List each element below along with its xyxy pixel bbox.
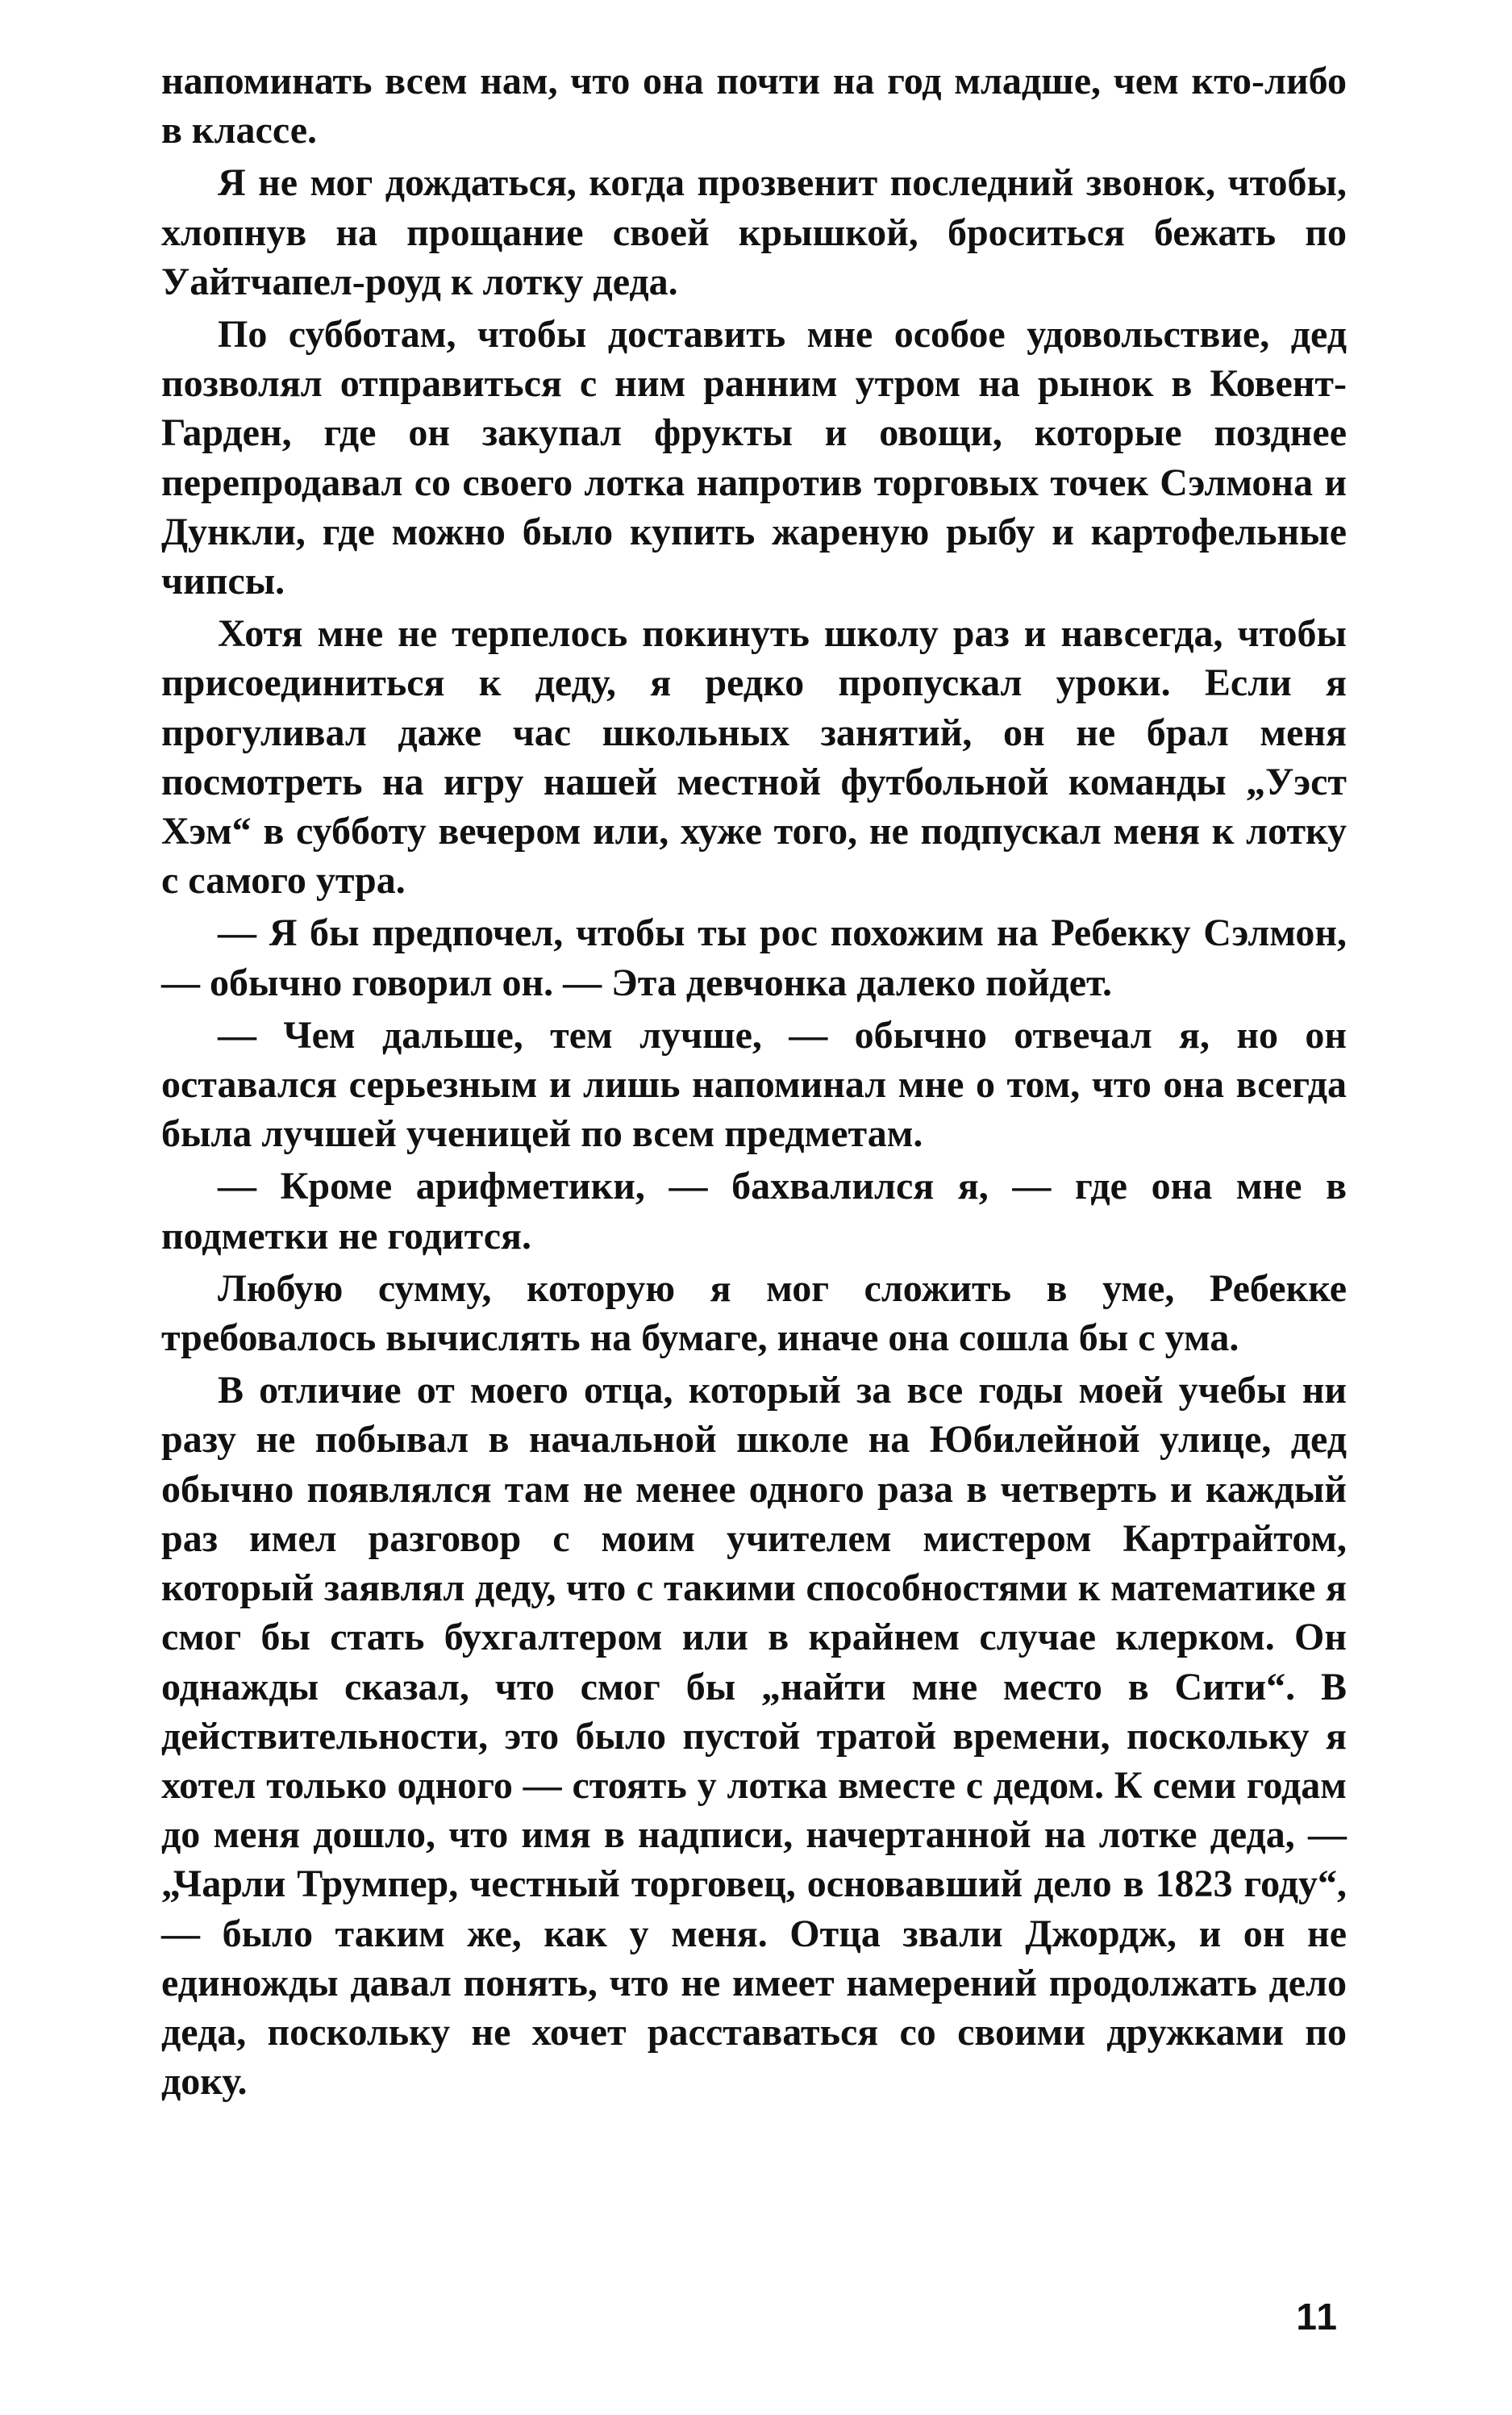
page-body [161,56,1347,2106]
dialogue-paragraph: — Я бы предпочел, чтобы ты рос похожим на Ребекку Сэлмон, — обычно говорил он. — Эта девчонка далеко пойдет. [161,911,1347,1004]
paragraph: Я не мог дождаться, когда прозвенит последний звонок, чтобы, хлопнув на прощание своей крышкой, броситься бежать по Уайтчапел-роуд к лотку деда. [161,161,1347,303]
paragraph: В отличие от моего отца, который за все годы моей учебы ни разу не побывал в начальной школе на Юбилейной улице, дед обычно появлялся там не менее одного раза в четверть и каждый раз имел разговор с моим учителем мистером Картрайтом, который заявлял деду, что с такими способностями к математике я смог бы стать бухгалтером или в крайнем случае клерком. Он однажды сказал, что смог бы „найти мне место в Сити“. В действительности, это было пустой тратой времени, поскольку я хотел только одного — стоять у лотка вместе с дедом. К семи годам до меня дошло, что имя в надписи, начертанной на лотке деда, — „Чарли Трумпер, честный торговец, основавший дело в 1823 году“, — было таким же, как у меня. Отца звали Джордж, и он не единожды давал понять, что не имеет намерений продолжать дело деда, поскольку не хочет расставаться со своими дружками по доку. [161,1369,1347,2104]
paragraph-continuation: напоминать всем нам, что она почти на год младше, чем кто-либо в классе. [161,60,1347,152]
dialogue-paragraph: — Кроме арифметики, — бахвалился я, — где она мне в подметки не годится. [161,1165,1347,1258]
page-number: 11 [1296,2296,1339,2338]
paragraph: По субботам, чтобы доставить мне особое удовольствие, дед позволял отправиться с ним ранним утром на рынок в Ковент-Гарден, где он закупал фрукты и овощи, которые позднее перепродавал со своего лотка напротив торговых точек Сэлмона и Дункли, где можно было купить жареную рыбу и картофельные чипсы. [161,313,1347,603]
paragraph: Хотя мне не терпелось покинуть школу раз и навсегда, чтобы присоединиться к деду, я редко пропускал уроки. Если я прогуливал даже час школьных занятий, он не брал меня посмотреть на игру нашей местной футбольной команды „Уэст Хэм“ в субботу вечером или, хуже того, не подпускал меня к лотку с самого утра. [161,612,1347,903]
paragraph: Любую сумму, которую я мог сложить в уме, Ребекке требовалось вычислять на бумаге, иначе она сошла бы с ума. [161,1266,1347,1360]
dialogue-paragraph: — Чем дальше, тем лучше, — обычно отвечал я, но он оставался серьезным и лишь напоминал мне о том, что она всегда была лучшей ученицей по всем предметам. [161,1013,1347,1156]
